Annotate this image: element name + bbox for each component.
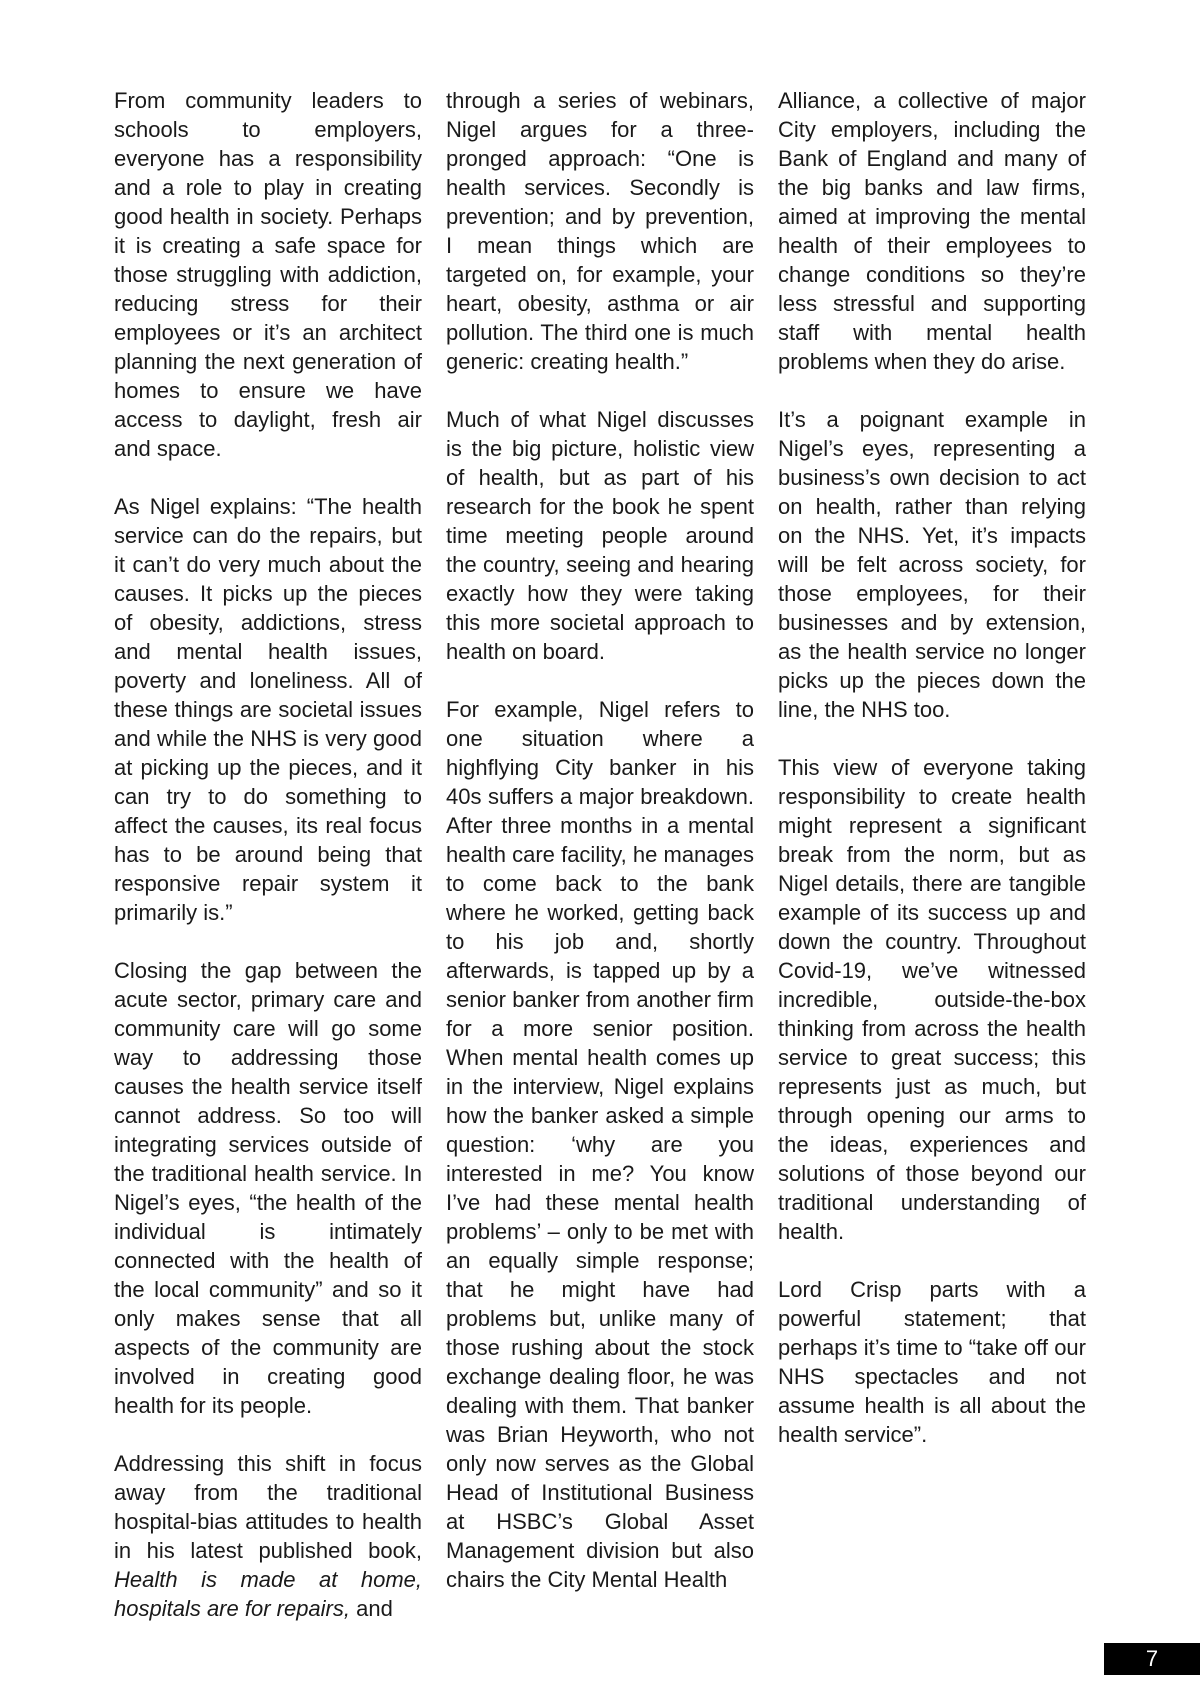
paragraph: Lord Crisp parts with a powerful statement; that perhaps it’s time to “take off our NHS spectacles and not assume health is all about the health service”.: [778, 1277, 1086, 1447]
article-column-2: [446, 86, 754, 1623]
paragraph: Much of what Nigel discusses is the big picture, holistic view of health, but as part of his research for the book he spent time meeting people around the country, seeing and hearing exactly how they were taking this more societal approach to health on board.: [446, 407, 754, 664]
paragraph: From community leaders to schools to employers, everyone has a responsibility and a role to play in creating good health in society. Perhaps it is creating a safe space for those struggling with addiction, reducing stress for their employees or it’s an architect planning the next generation of homes to ensure we have access to daylight, fresh air and space.: [114, 88, 422, 461]
book-title: Health is made at home, hospitals are for repairs,: [114, 1567, 422, 1621]
paragraph: Alliance, a collective of major City employers, including the Bank of England and many of the big banks and law firms, aimed at improving the mental health of their employees to change conditions so they’re less stressful and supporting staff with mental health problems when they do arise.: [778, 88, 1086, 374]
paragraph: Closing the gap between the acute sector, primary care and community care will go some way to addressing those causes the health service itself cannot address. So too will integrating services outside of the traditional health service. In Nigel’s eyes, “the health of the individual is intimately connected with the health of the local community” and so it only makes sense that all aspects of the community are involved in creating good health for its people.: [114, 958, 422, 1418]
paragraph: As Nigel explains: “The health service can do the repairs, but it can’t do very much about the causes. It picks up the pieces of obesity, addictions, stress and mental health issues, poverty and loneliness. All of these things are societal issues and while the NHS is very good at picking up the pieces, and it can try to do something to affect the causes, its real focus has to be around being that responsive repair system it primarily is.”: [114, 494, 422, 925]
paragraph: through a series of webinars, Nigel argues for a three-pronged approach: “One is health services. Secondly is prevention; and by prevention, I mean things which are targeted on, for example, your heart, obesity, asthma or air pollution. The third one is much generic: creating health.”: [446, 88, 754, 374]
paragraph: For example, Nigel refers to one situation where a highflying City banker in his 40s suffers a major breakdown. After three months in a mental health care facility, he manages to come back to the bank where he worked, getting back to his job and, shortly afterwards, is tapped up by a senior banker from another firm for a more senior position. When mental health comes up in the interview, Nigel explains how the banker asked a simple question: ‘why are you interested in me? You know I’ve had these mental health problems’ – only to be met with an equally simple response; that he might have had problems but, unlike many of those rushing about the stock exchange dealing floor, he was dealing with them. That banker was Brian Heyworth, who not only now serves as the Global Head of Institutional Business at HSBC’s Global Asset Management division but also chairs the City Mental Health: [446, 697, 754, 1592]
article-body: [114, 86, 1086, 1623]
article-column-3: [778, 86, 1086, 1623]
paragraph: It’s a poignant example in Nigel’s eyes, representing a business’s own decision to act on health, rather than relying on the NHS. Yet, it’s impacts will be felt across society, for those employees, for their businesses and by extension, as the health service no longer picks up the pieces down the line, the NHS too.: [778, 407, 1086, 722]
page-number: 7: [1104, 1643, 1200, 1675]
paragraph: This view of everyone taking responsibility to create health might represent a significant break from the norm, but as Nigel details, there are tangible example of its success up and down the country. Throughout Covid-19, we’ve witnessed incredible, outside-the-box thinking from across the health service to great success; this represents just as much, but through opening our arms to the ideas, experiences and solutions of those beyond our traditional understanding of health.: [778, 755, 1086, 1244]
paragraph: [114, 1449, 422, 1623]
article-column-1: [114, 86, 422, 1623]
paragraph-text: Addressing this shift in focus away from the traditional hospital-bias attitudes to health in his latest published book,: [114, 1451, 422, 1563]
paragraph-text: and: [350, 1596, 393, 1621]
